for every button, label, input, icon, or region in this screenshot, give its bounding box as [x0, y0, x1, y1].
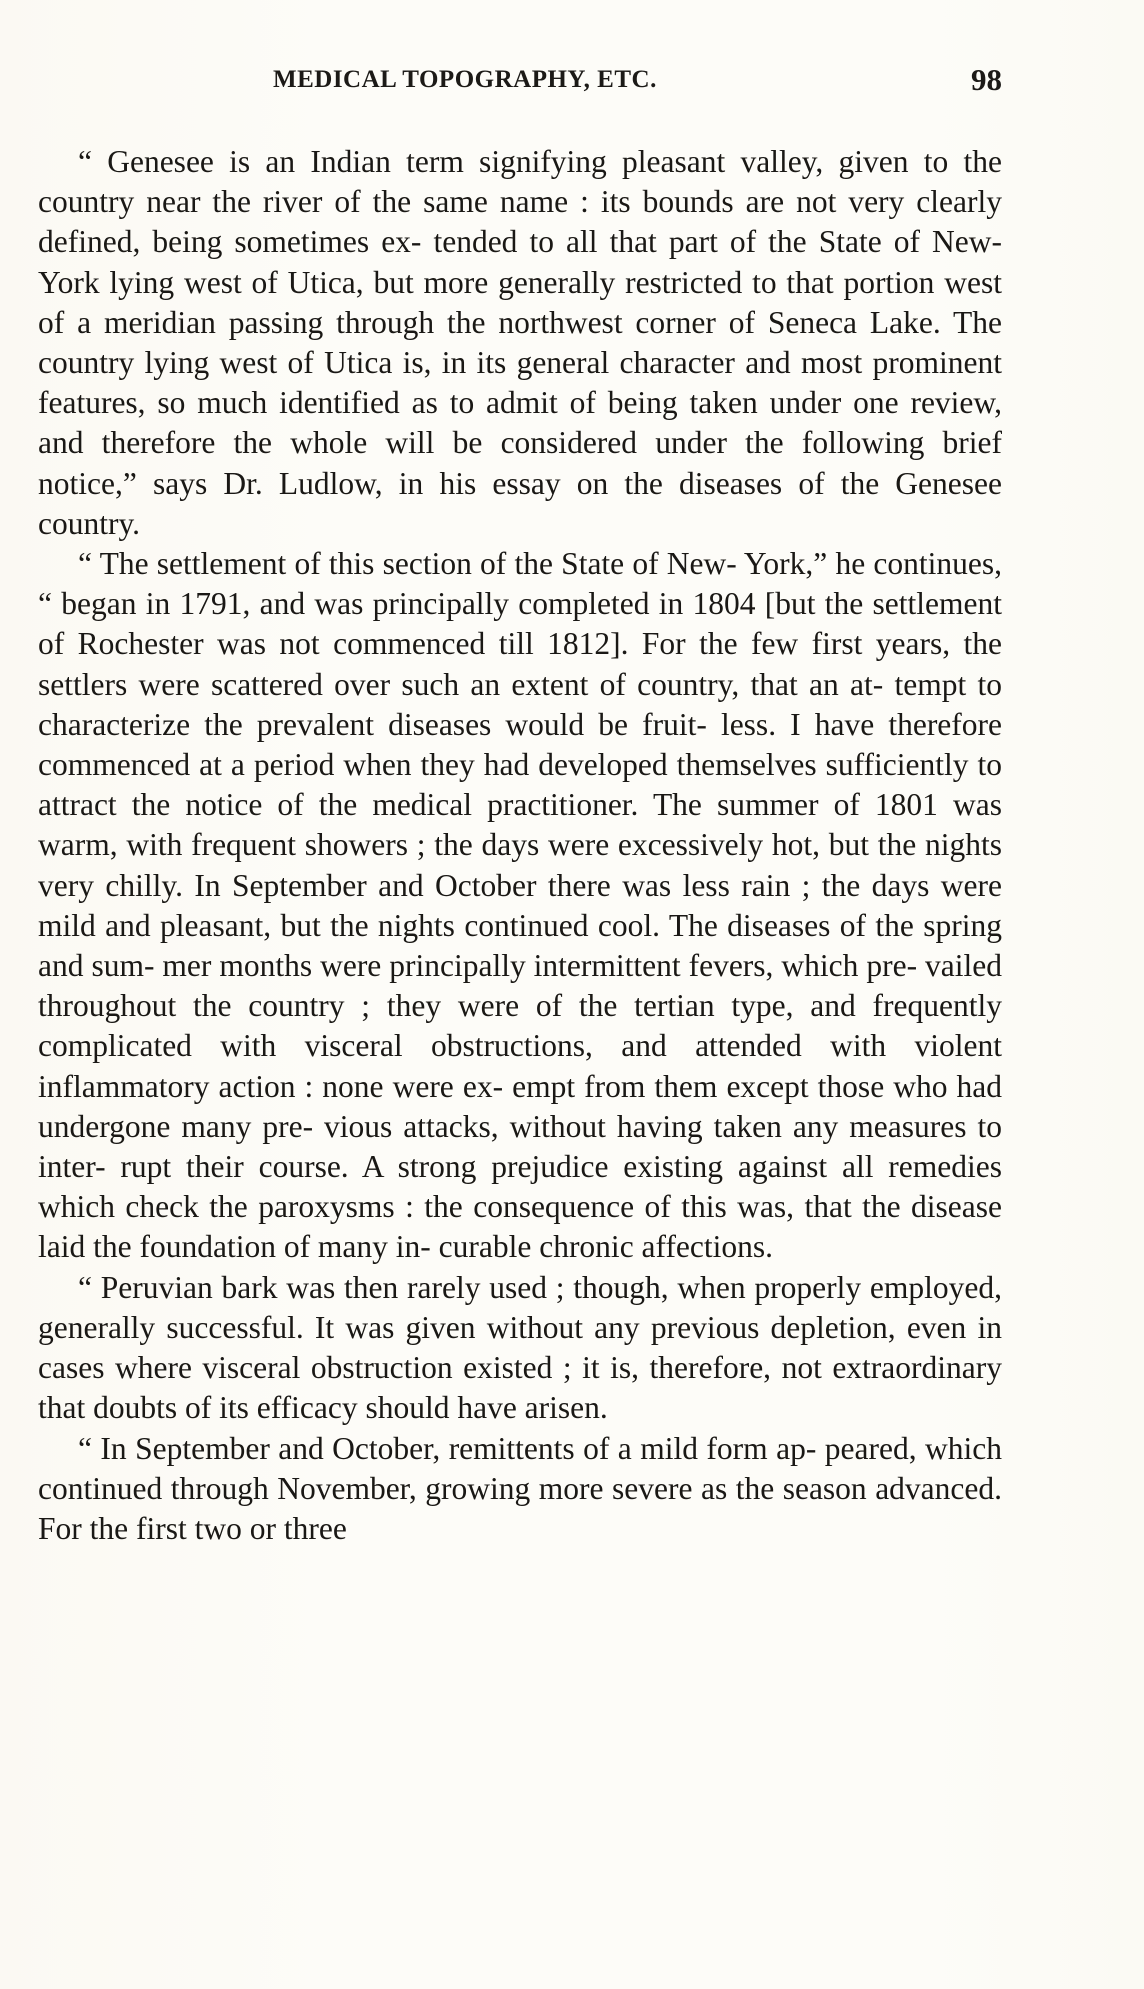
- paragraph-peruvian-bark: “ Peruvian bark was then rarely used ; though, when properly employed, generally successful. It was given without any previous depletion, even in cases where visceral obstruction existed ; it is, therefore, not extraordinary that doubts of its efficacy should have arisen.: [38, 1269, 1002, 1426]
- paragraph-remittents: “ In September and October, remittents of a mild form ap- peared, which continued through November, growing more severe as the season advanced. For the first two or three: [38, 1430, 1002, 1546]
- page-header: [38, 62, 1002, 106]
- paragraph-genesee-definition: “ Genesee is an Indian term signifying pleasant valley, given to the country near the river of the same name : its bounds are not very clearly defined, being sometimes ex- tended to all that part of the State of New-York lying west of Utica, but more generally restricted to that portion west of a meridian passing through the northwest corner of Seneca Lake. The country lying west of Utica is, in its general character and most prominent features, so much identified as to admit of being taken under one review, and therefore the whole will be considered under the following brief notice,” says Dr. Ludlow, in his essay on the diseases of the Genesee country.: [38, 144, 1002, 541]
- paragraph-settlement: “ The settlement of this section of the State of New- York,” he continues, “ began in 1791, and was principally completed in 1804 [but the settlement of Rochester was not commenced till 1812]. For the few first years, the settlers were scattered over such an extent of country, that an at- tempt to characterize the prevalent diseases would be fruit- less. I have therefore commenced at a period when they had developed themselves sufficiently to attract the notice of the medical practitioner. The summer of 1801 was warm, with frequent showers ; the days were excessively hot, but the nights very chilly. In September and October there was less rain ; the days were mild and pleasant, but the nights continued cool. The diseases of the spring and sum- mer months were principally intermittent fevers, which pre- vailed throughout the country ; they were of the tertian type, and frequently complicated with visceral obstructions, and attended with violent inflammatory action : none were ex- empt from them except those who had undergone many pre- vious attacks, without having taken any measures to inter- rupt their course. A strong prejudice existing against all remedies which check the paroxysms : the consequence of this was, that the disease laid the foundation of many in- curable chronic affections.: [38, 546, 1002, 1265]
- body-text: [38, 142, 1002, 1549]
- page-number: 98: [971, 62, 1002, 97]
- running-title: MEDICAL TOPOGRAPHY, ETC.: [273, 66, 657, 93]
